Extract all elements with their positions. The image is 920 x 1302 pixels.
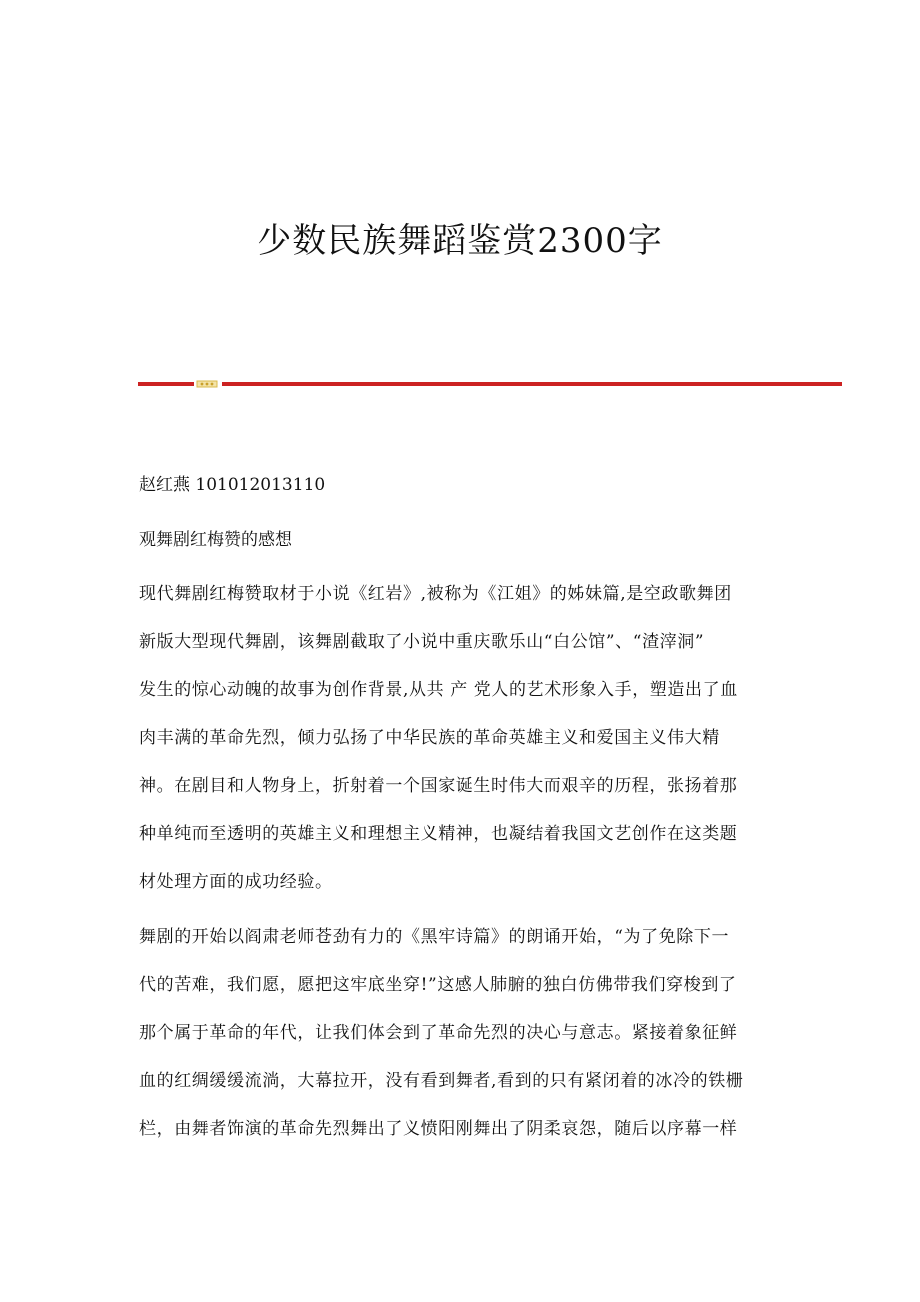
paragraph-line: 血的红绸缓缓流淌，大幕拉开，没有看到舞者,看到的只有紧闭着的冰冷的铁栅	[139, 1071, 744, 1091]
paragraph-line: 现代舞剧红梅赞取材于小说《红岩》,被称为《江姐》的姊妹篇,是空政歌舞团	[139, 584, 732, 604]
paragraph-line: 肉丰满的革命先烈，倾力弘扬了中华民族的革命英雄主义和爱国主义伟大精	[139, 728, 720, 748]
paragraph-line: 舞剧的开始以阎肃老师苍劲有力的《黑牢诗篇》的朗诵开始，“为了免除下一	[139, 927, 730, 947]
divider-bar-right	[222, 382, 842, 386]
paragraph-line: 材处理方面的成功经验。	[139, 872, 333, 892]
body-paragraph	[139, 925, 789, 1165]
paragraph-line: 栏，由舞者饰演的革命先烈舞出了义愤阳刚舞出了阴柔哀怨，随后以序幕一样	[139, 1119, 738, 1139]
paragraph-line: 发生的惊心动魄的故事为创作背景,从共 产 党人的艺术形象入手，塑造出了血	[139, 680, 738, 700]
body-paragraph	[139, 582, 789, 918]
paragraph-line: 那个属于革命的年代，让我们体会到了革命先烈的决心与意志。紧接着象征鲜	[139, 1023, 738, 1043]
page-title: 少数民族舞蹈鉴赏2300字	[257, 221, 663, 261]
paragraph-line: 神。在剧目和人物身上，折射着一个国家诞生时伟大而艰辛的历程，张扬着那	[139, 776, 738, 796]
title-divider	[138, 380, 842, 388]
paragraph-line: 种单纯而至透明的英雄主义和理想主义精神，也凝结着我国文艺创作在这类题	[139, 824, 738, 844]
paragraph-line: 代的苦难，我们愿，愿把这牢底坐穿!”这感人肺腑的独白仿佛带我们穿梭到了	[139, 975, 737, 995]
author-line: 赵红燕 101012013110	[139, 475, 326, 495]
ornament-icon	[196, 380, 218, 388]
paragraph-line: 新版大型现代舞剧，该舞剧截取了小说中重庆歌乐山“白公馆”、“渣滓洞”	[139, 632, 705, 652]
subtitle: 观舞剧红梅赞的感想	[139, 530, 292, 550]
divider-bar-left	[138, 382, 194, 386]
